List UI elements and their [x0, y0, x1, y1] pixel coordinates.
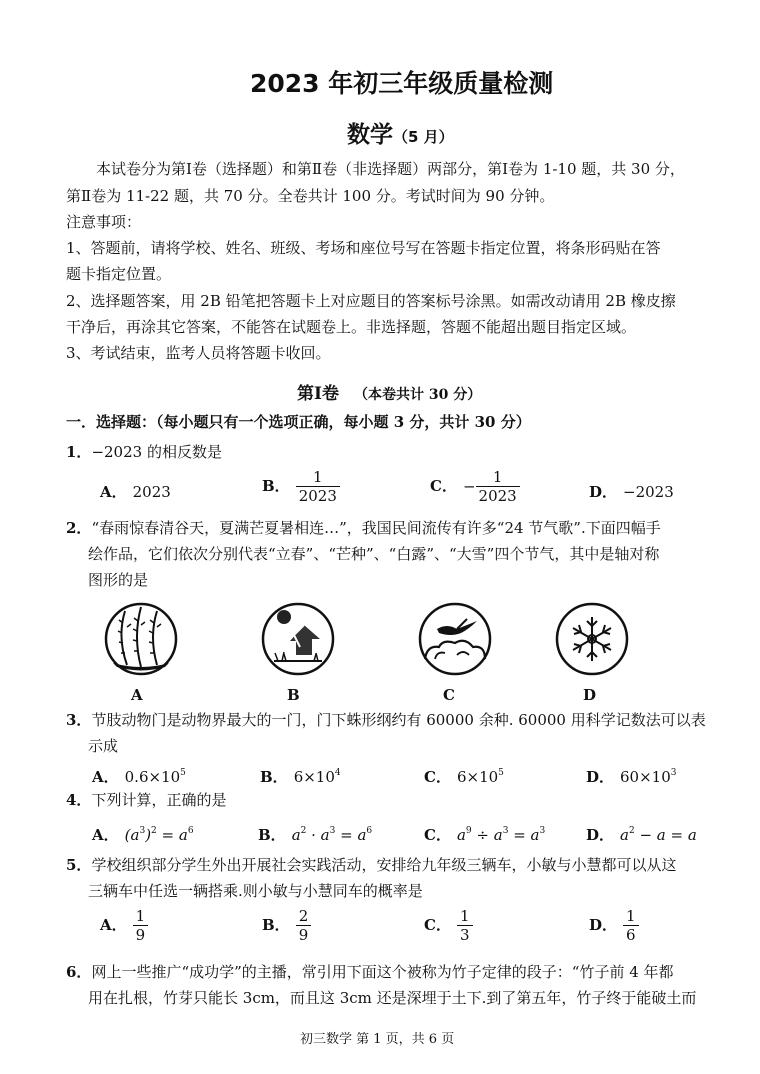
q4-d-expr	[620, 826, 697, 844]
q4-c-p1: a	[456, 826, 466, 844]
q4-c-eq: = a	[508, 826, 540, 844]
q5-b-label: B．	[262, 915, 290, 934]
q1-option-b	[262, 468, 340, 505]
q4-d-rest: − a = a	[634, 826, 697, 844]
q3-a-exp: 5	[180, 768, 186, 778]
q4-text: 下列计算，正确的是	[91, 791, 227, 809]
q2-line-2: 绘作品，它们依次分别代表“立春”、“芒种”、“白露”、“大雪”四个节气，其中是轴对称	[88, 545, 660, 563]
q5-c-label: C．	[424, 915, 451, 934]
q1-c-num: 1	[492, 468, 503, 486]
q4-c-res: 3	[539, 826, 546, 836]
q4-c-e2: 3	[502, 826, 509, 836]
q1-c-sign: −	[462, 477, 476, 496]
q4-d-e1: 2	[628, 826, 635, 836]
note-3: 3、考试结束，监考人员将答题卡收回。	[66, 344, 331, 362]
q3-d-base: 60×10	[620, 768, 671, 786]
q2-line-1	[66, 521, 661, 536]
q2-pic-label-d: D	[583, 686, 597, 704]
q4-a-eq: = a	[156, 826, 188, 844]
q4-b-expr	[292, 826, 372, 844]
q5-c-fraction	[457, 907, 473, 944]
note-1a: 1、答题前，请将学校、姓名、班级、考场和座位号写在答题卡指定位置，将条形码贴在答	[66, 239, 661, 257]
q4-a-expr: $(a^3)^2 = a^6$	[124, 826, 194, 844]
mangzhong-icon	[260, 601, 336, 677]
q1-option-c	[430, 468, 520, 505]
q4-a-out: 2	[151, 826, 157, 836]
q4-c-label: C．	[424, 826, 451, 844]
q3-line-1	[66, 713, 706, 728]
page-footer: 初三数学 第 1 页，共 6 页	[300, 1032, 455, 1047]
note-2b: 干净后，再涂其它答案，不能答在试题卷上。非选择题，答题不能超出题目指定区域。	[66, 318, 637, 336]
q5-d-num: 1	[626, 907, 636, 925]
q3-a-label: A．	[92, 768, 119, 786]
q4-a-in: 3	[139, 826, 146, 836]
q6-number: 6．	[66, 963, 92, 981]
q4-b-e1: 2	[300, 826, 307, 836]
q1-c-den: 2023	[476, 486, 520, 505]
q5-a-num: 1	[135, 907, 146, 925]
q3-number: 3．	[66, 711, 92, 729]
q5-d-den: 6	[623, 925, 639, 944]
q3-option-a	[92, 766, 186, 787]
q5-a-fraction	[133, 907, 149, 944]
note-1b: 题卡指定位置。	[66, 265, 172, 283]
q4-b-res: 6	[366, 826, 373, 836]
q1-a-value: 2023	[132, 483, 171, 501]
subject-month: （5 月）	[393, 128, 454, 146]
q1-c-fraction	[476, 468, 520, 505]
q4-a-res: 6	[187, 826, 194, 836]
q3-c-exp: 5	[498, 768, 504, 778]
q2-line-3: 图形的是	[88, 571, 149, 589]
subject-name: 数学	[347, 122, 393, 148]
q5-b-den: 9	[296, 925, 312, 944]
q1-b-num: 1	[313, 468, 323, 486]
q5-a-label: A．	[100, 915, 127, 934]
q4-d-p1: a	[620, 826, 629, 844]
notes-title: 注意事项：	[66, 213, 142, 231]
q4-a-label: A．	[92, 826, 119, 844]
q4-option-b	[258, 824, 372, 845]
q5-option-a	[100, 907, 148, 944]
q3-b-exp: 4	[334, 768, 341, 778]
q4-option-d	[586, 824, 697, 845]
q1-b-label: B．	[262, 476, 290, 495]
q4-c-p2: ÷ a	[471, 826, 503, 844]
part1-title: 第Ⅰ卷	[297, 384, 339, 404]
q4-stem	[66, 793, 226, 808]
q1-stem	[66, 445, 222, 460]
q2-text-1: “春雨惊春清谷天，夏满芒夏暑相连…”，我国民间流传有许多“24 节气歌”.下面四幅手	[91, 519, 661, 537]
note-2a: 2、选择题答案，用 2B 铅笔把答题卡上对应题目的答案标号涂黑。如需改动请用 2B 橡皮擦	[66, 292, 676, 310]
intro-line-2: 第Ⅱ卷为 11-22 题，共 70 分。全卷共计 100 分。考试时间为 90 分钟。	[66, 187, 555, 205]
part1-heading	[297, 379, 481, 404]
q4-d-label: D．	[586, 826, 615, 844]
q3-d-exp: 3	[670, 768, 677, 778]
q5-d-label: D．	[589, 915, 618, 934]
q4-option-c	[424, 824, 545, 845]
q2-pic-label-c: C	[443, 686, 455, 704]
q1-d-value: −2023	[623, 483, 674, 501]
q3-c-base: 6×10	[456, 768, 499, 786]
q3-b-label: B．	[260, 768, 288, 786]
exam-title: 2023 年初三年级质量检测	[250, 69, 554, 98]
q5-text-1: 学校组织部分学生外出开展社会实践活动，安排给九年级三辆车，小敏与小慧都可以从这	[91, 856, 677, 874]
q2-pic-label-a: A	[131, 686, 143, 704]
q4-b-label: B．	[258, 826, 286, 844]
q3-line-2: 示成	[88, 737, 119, 755]
daxue-snowflake-icon	[554, 601, 630, 677]
q5-a-den: 9	[133, 925, 149, 944]
q1-text: −2023 的相反数是	[91, 443, 222, 461]
q5-line-2: 三辆车中任选一辆搭乘.则小敏与小慧同车的概率是	[88, 882, 423, 900]
q4-c-expr	[457, 826, 545, 844]
lichun-willow-icon	[103, 601, 179, 677]
q4-option-a	[92, 824, 194, 845]
q1-b-fraction	[296, 468, 340, 505]
q3-a-base: 0.6×10	[124, 768, 181, 786]
q2-number: 2．	[66, 519, 92, 537]
q1-c-label: C．	[430, 476, 457, 495]
q5-d-fraction	[623, 907, 639, 944]
bailu-bird-icon	[417, 601, 493, 677]
q1-option-d	[589, 481, 674, 502]
subject-title	[347, 116, 454, 149]
q5-number: 5．	[66, 856, 92, 874]
q3-b-base: 6×10	[293, 768, 335, 786]
part1-subtitle: （本卷共计 30 分）	[354, 387, 482, 403]
q4-a-var: a	[130, 826, 140, 844]
q5-line-1	[66, 858, 676, 873]
q5-b-fraction	[296, 907, 312, 944]
intro-line-1: 本试卷分为第Ⅰ卷（选择题）和第Ⅱ卷（非选择题）两部分，第Ⅰ卷为 1-10 题，共 30 分，	[96, 160, 685, 178]
q3-option-c	[424, 766, 504, 787]
q5-option-d	[589, 907, 639, 944]
q4-b-p1: a	[291, 826, 301, 844]
q5-option-b	[262, 907, 311, 944]
q1-d-label: D．	[589, 483, 618, 501]
q1-b-den: 2023	[296, 486, 340, 505]
q5-b-num: 2	[298, 907, 309, 925]
q4-b-p2: · a	[306, 826, 330, 844]
q2-pic-label-b: B	[287, 686, 300, 704]
q5-option-c	[424, 907, 473, 944]
q4-number: 4．	[66, 791, 92, 809]
q4-c-e1: 9	[465, 826, 472, 836]
q3-option-b	[260, 766, 341, 787]
q4-b-eq: = a	[335, 826, 367, 844]
q3-option-d	[586, 766, 677, 787]
q6-text-1: 网上一些推广“成功学”的主播，常引用下面这个被称为竹子定律的段子：“竹子前 4 年都	[91, 963, 674, 981]
q1-number: 1．	[66, 443, 92, 461]
q3-d-label: D．	[586, 768, 615, 786]
q1-option-a	[100, 481, 171, 502]
section-heading: 一．选择题：（每小题只有一个选项正确，每小题 3 分，共计 30 分）	[66, 413, 531, 431]
q5-c-den: 3	[457, 925, 473, 944]
q3-text-1: 节肢动物门是动物界最大的一门，门下蛛形纲约有 60000 余种. 60000 用科学记数法可以表	[91, 711, 706, 729]
q6-line-1	[66, 965, 674, 980]
q4-b-e2: 3	[329, 826, 336, 836]
q3-c-label: C．	[424, 768, 451, 786]
q5-c-num: 1	[459, 907, 470, 925]
q6-line-2: 用在扎根，竹芽只能长 3cm，而且这 3cm 还是深埋于土下.到了第五年，竹子终于能破土而	[88, 989, 697, 1007]
q1-a-label: A．	[100, 483, 127, 501]
